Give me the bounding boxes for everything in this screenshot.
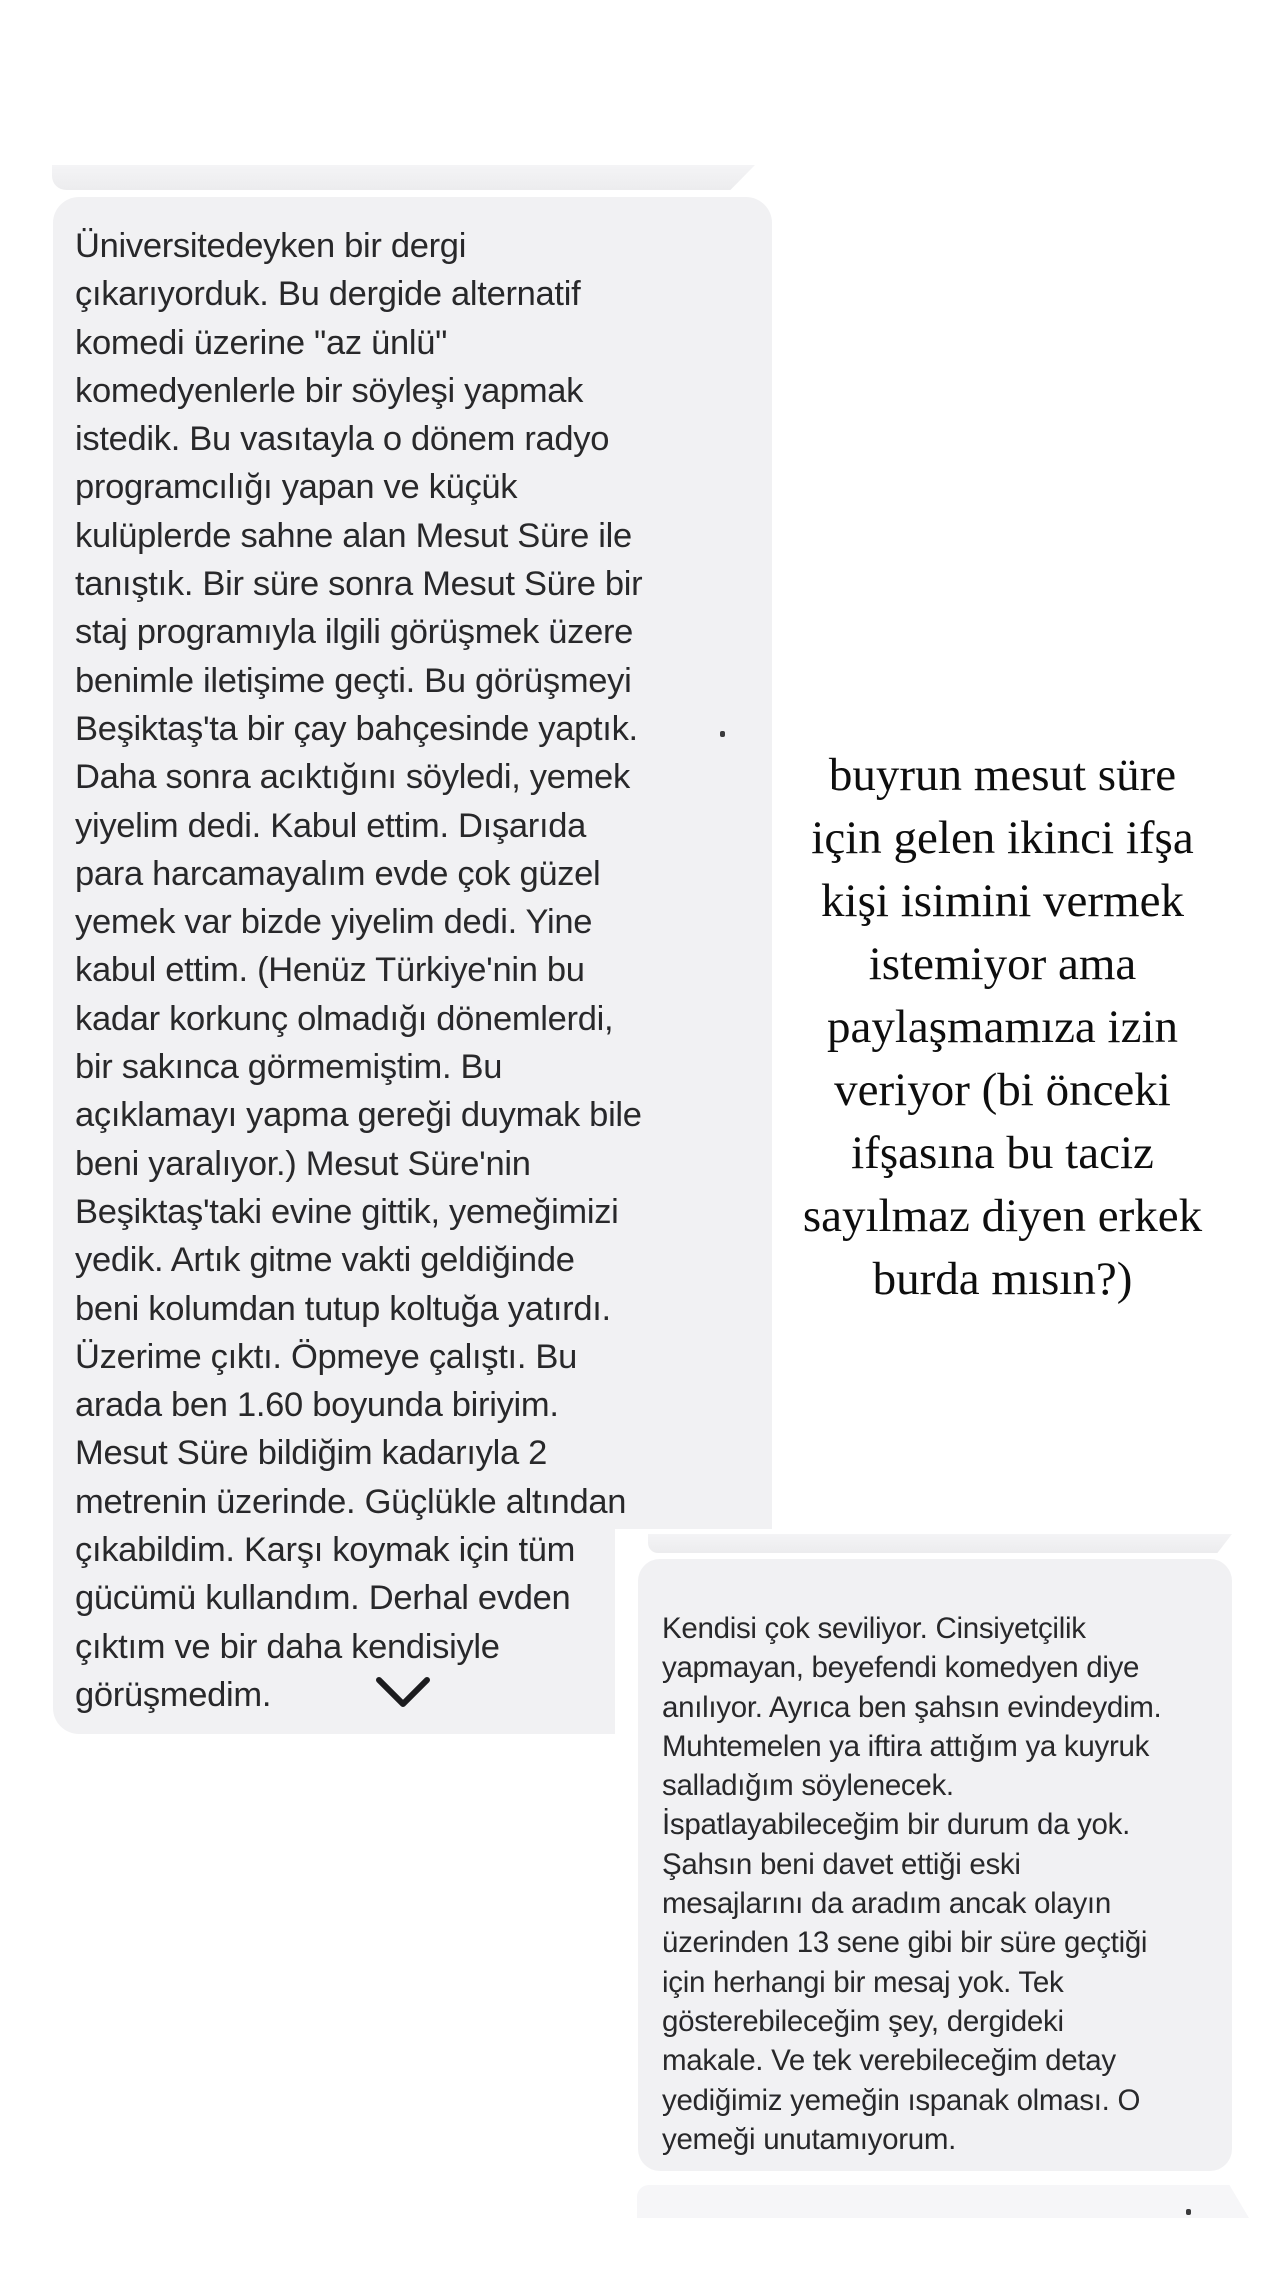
text-line: çıkabildim. Karşı koymak için tüm (75, 1531, 576, 1570)
text-line: Üzerime çıktı. Öpmeye çalıştı. Bu (75, 1337, 577, 1376)
text-line: Beşiktaş'taki evine gittik, yemeğimizi (75, 1192, 619, 1231)
partial-bubble-below-2 (637, 2185, 1249, 2218)
text-line: buyrun mesut süre (828, 749, 1177, 801)
text-line: Üniversitedeyken bir dergi (75, 227, 467, 265)
text-line: görüşmedim. (75, 1675, 272, 1714)
text-line: para harcamayalım evde çok güzel (75, 854, 601, 893)
text-line: istedik. Bu vasıtayla o dönem radyo (75, 420, 610, 459)
story-caption (730, 744, 1275, 1311)
text-line: üzerinden 13 sene gibi bir süre geçtiği (662, 1926, 1148, 1960)
text-line: çıkarıyorduk. Bu dergide alternatif (75, 275, 581, 314)
text-line: kulüplerde sahne alan Mesut Süre ile (75, 516, 632, 555)
text-line: komedyenlerle bir söyleşi yapmak (75, 371, 584, 410)
partial-bubble-above-2 (648, 1534, 1232, 1553)
text-line: mesajlarını da aradım ancak olayın (662, 1887, 1111, 1921)
message-bubble-2 (638, 1559, 1232, 2171)
text-line: tanıştık. Bir süre sonra Mesut Süre bir (75, 565, 643, 604)
text-line: İspatlayabileceğim bir durum da yok. (662, 1808, 1130, 1842)
text-line: yiyelim dedi. Kabul ettim. Dışarıda (75, 806, 587, 845)
text-line: yemek var bizde yiyelim dedi. Yine (75, 903, 593, 942)
text-line: istemiyor ama (868, 938, 1137, 990)
text-line: kişi isimini vermek (821, 875, 1184, 927)
text-line: burda mısın?) (872, 1253, 1133, 1305)
text-line: kadar korkunç olmadığı dönemlerdi, (75, 999, 614, 1038)
text-line: paylaşmamıza izin (826, 1001, 1179, 1053)
text-line: Muhtemelen ya iftira attığım ya kuyruk (662, 1729, 1150, 1763)
text-line: veriyor (bi önceki (834, 1064, 1171, 1116)
text-line: makale. Ve tek verebileceğim detay (662, 2044, 1116, 2078)
text-line: bir sakınca görmemiştim. Bu (75, 1048, 503, 1087)
text-line: yapmayan, beyefendi komedyen diye (662, 1651, 1140, 1685)
text-line: beni yaralıyor.) Mesut Süre'nin (75, 1144, 531, 1183)
text-line: Kendisi çok seviliyor. Cinsiyetçilik (662, 1612, 1086, 1645)
text-line: kabul ettim. (Henüz Türkiye'nin bu (75, 951, 585, 990)
partial-bubble-above-1 (52, 165, 755, 190)
text-line: için gelen ikinci ifşa (811, 812, 1194, 864)
text-line: arada ben 1.60 boyunda biriyim. (75, 1386, 559, 1425)
dm-screenshot-2 (615, 1529, 1280, 2276)
text-line: yemeği unutamıyorum. (662, 2122, 957, 2156)
text-line: için herhangi bir mesaj yok. Tek (662, 1965, 1064, 1999)
text-line: Daha sonra acıktığını söyledi, yemek (75, 758, 630, 797)
text-line: çıktım ve bir daha kendisiyle (75, 1627, 500, 1666)
text-line: gösterebileceğim şey, dergideki (662, 2004, 1064, 2038)
stray-dot (1186, 2209, 1191, 2215)
stray-dot (720, 731, 725, 737)
text-line: yediğimiz yemeğin ıspanak olması. O (662, 2083, 1141, 2117)
text-line: programcılığı yapan ve küçük (75, 468, 518, 507)
text-line: sayılmaz diyen erkek (802, 1190, 1203, 1242)
text-line: komedi üzerine "az ünlü" (75, 323, 448, 362)
text-line: Şahsın beni davet ettiği eski (662, 1847, 1021, 1881)
text-line: ifşasına bu taciz (851, 1127, 1154, 1179)
text-line: salladığım söylenecek. (662, 1769, 954, 1803)
chevron-down-icon[interactable] (375, 1676, 431, 1710)
text-line: beni kolumdan tutup koltuğa yatırdı. (75, 1289, 611, 1328)
text-line: Beşiktaş'ta bir çay bahçesinde yaptık. (75, 709, 638, 748)
text-line: açıklamayı yapma gereği duymak bile (75, 1096, 642, 1135)
message-2-text (662, 1609, 1214, 2159)
text-line: anılıyor. Ayrıca ben şahsın evindeydim. (662, 1690, 1162, 1724)
message-bubble-1 (53, 197, 772, 1734)
text-line: gücümü kullandım. Derhal evden (75, 1579, 571, 1618)
text-line: yedik. Artık gitme vakti geldiğinde (75, 1241, 575, 1280)
text-line: Mesut Süre bildiğim kadarıyla 2 (75, 1434, 547, 1473)
text-line: benimle iletişime geçti. Bu görüşmeyi (75, 661, 632, 700)
message-1-text (75, 222, 752, 1719)
text-line: staj programıyla ilgili görüşmek üzere (75, 613, 634, 652)
text-line: metrenin üzerinde. Güçlükle altından (75, 1482, 627, 1521)
